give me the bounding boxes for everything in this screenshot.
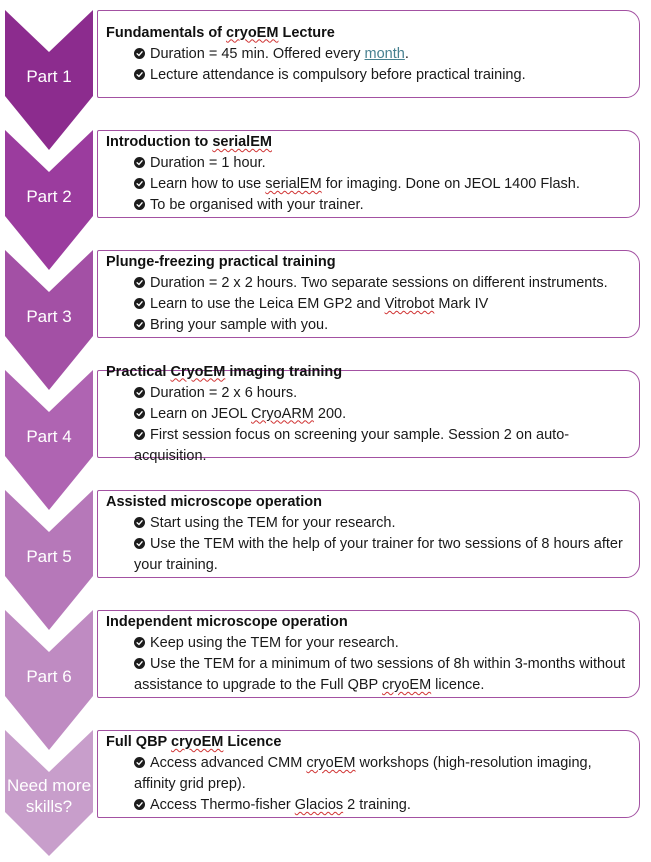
text-segment: Duration = 2 x 6 hours. — [150, 384, 298, 401]
bullet-text — [150, 385, 297, 401]
bullet-item — [134, 174, 629, 195]
step-title — [106, 252, 629, 273]
step-card — [97, 363, 640, 464]
text-segment: Practical — [106, 363, 171, 380]
bullet-text — [150, 317, 328, 333]
text-segment: First session focus on screening your sample. Session 2 on auto-acquisition. — [134, 426, 570, 464]
text-segment: Use the TEM with the help of your trainer for two sessions of 8 hours after your training. — [134, 536, 623, 573]
bullet-item — [134, 404, 629, 425]
check-circle-icon — [134, 799, 145, 810]
part-label: Part 6 — [26, 666, 72, 686]
text-segment: licence. — [431, 677, 485, 693]
step-card — [97, 490, 640, 578]
text-segment: workshops (high-resolution imaging, affinity grid prep). — [134, 755, 592, 792]
check-circle-icon — [134, 637, 145, 648]
text-segment: Lecture attendance is compulsory before practical training. — [150, 66, 526, 83]
step-title — [106, 362, 629, 383]
text-segment: Learn how to use — [150, 176, 266, 192]
bullet-item — [134, 383, 629, 404]
check-circle-icon — [134, 517, 145, 528]
text-segment: Duration = 2 x 2 hours. Two separate sessions on different instruments. — [150, 275, 608, 291]
text-segment: Licence — [223, 734, 282, 750]
step-card — [97, 250, 640, 338]
step-title — [106, 732, 629, 753]
bullet-item — [134, 753, 629, 795]
check-circle-icon — [134, 429, 145, 440]
text-segment: Full QBP — [106, 734, 171, 750]
bullet-item — [134, 513, 629, 534]
check-circle-icon — [134, 178, 145, 189]
bullet-item — [134, 633, 629, 654]
bullet-text — [134, 427, 569, 464]
bullet-text — [150, 67, 526, 83]
text-segment: Access advanced CMM — [150, 755, 307, 771]
step-card — [97, 610, 640, 698]
part-label: Need more skills? — [6, 776, 92, 816]
part-label: Part 4 — [26, 426, 72, 446]
bullet-text — [150, 406, 346, 422]
step-title — [106, 23, 629, 44]
text-segment: . — [404, 45, 409, 62]
bullet-text — [150, 635, 399, 651]
bullet-text — [150, 275, 608, 291]
bullet-item — [134, 315, 629, 336]
text-segment: Bring your sample with you. — [150, 317, 329, 333]
part-label: Part 2 — [26, 186, 72, 206]
check-circle-icon — [134, 298, 145, 309]
step-card — [97, 130, 640, 218]
bullet-text — [150, 176, 580, 192]
text-segment: Learn to use the Leica EM GP2 and — [150, 296, 385, 312]
misspelled-word: Glacios — [294, 797, 344, 813]
text-segment: Access Thermo-fisher — [150, 797, 295, 813]
bullet-text — [150, 197, 364, 213]
check-circle-icon — [134, 757, 145, 768]
part-label: Part 1 — [26, 66, 72, 86]
step-title — [106, 132, 629, 153]
bullet-text — [150, 155, 266, 171]
text-segment: imaging training — [225, 363, 343, 380]
check-circle-icon — [134, 387, 145, 398]
misspelled-word: serialEM — [265, 176, 322, 192]
text-segment: 200. — [313, 405, 347, 422]
bullet-text — [134, 536, 623, 573]
text-segment: Assisted microscope operation — [106, 494, 322, 510]
part-label: Part 5 — [26, 546, 72, 566]
misspelled-word: cryoEM — [171, 734, 224, 750]
bullet-text — [150, 797, 411, 813]
bullet-item — [134, 654, 629, 696]
misspelled-word: cryoEM — [306, 755, 356, 771]
part-label: Part 3 — [26, 306, 72, 326]
check-circle-icon — [134, 658, 145, 669]
text-segment: Plunge-freezing practical training — [106, 254, 336, 270]
check-circle-icon — [134, 199, 145, 210]
text-segment: Mark IV — [434, 296, 489, 312]
bullet-item — [134, 534, 629, 576]
check-circle-icon — [134, 538, 145, 549]
check-circle-icon — [134, 69, 145, 80]
misspelled-word: CryoARM — [251, 405, 314, 422]
bullet-text — [150, 46, 409, 62]
step-card — [97, 730, 640, 818]
bullet-item — [134, 795, 629, 816]
bullet-item — [134, 273, 629, 294]
bullet-item — [134, 44, 629, 65]
misspelled-word: cryoEM — [226, 24, 279, 41]
check-circle-icon — [134, 48, 145, 59]
month-link[interactable]: month — [364, 45, 405, 62]
check-circle-icon — [134, 157, 145, 168]
misspelled-word: CryoEM — [170, 363, 226, 380]
step-card — [97, 10, 640, 98]
bullet-item — [134, 294, 629, 315]
misspelled-word: serialEM — [212, 134, 272, 150]
text-segment: To be organised with your trainer. — [150, 197, 364, 213]
text-segment: for imaging. Done on JEOL 1400 Flash. — [321, 176, 580, 192]
text-segment: Duration = 45 min. Offered every — [150, 45, 365, 62]
step-title — [106, 612, 629, 633]
text-segment: Duration = 1 hour. — [150, 155, 266, 171]
misspelled-word: Vitrobot — [384, 296, 435, 312]
text-segment: Use the TEM for a minimum of two sessions of 8h within 3-months without assistance to upgrade to the Full QBP — [134, 656, 626, 693]
text-segment: Learn on JEOL — [150, 405, 252, 422]
text-segment: 2 training. — [343, 797, 411, 813]
misspelled-word: cryoEM — [382, 677, 432, 693]
bullet-text — [150, 296, 488, 312]
text-segment: Keep using the TEM for your research. — [150, 635, 399, 651]
bullet-item — [134, 65, 629, 86]
bullet-text — [150, 515, 396, 531]
text-segment: Lecture — [278, 24, 335, 41]
text-segment: Introduction to — [106, 134, 213, 150]
text-segment: Fundamentals of — [106, 24, 227, 41]
text-segment: Start using the TEM for your research. — [150, 515, 396, 531]
bullet-item — [134, 195, 629, 216]
check-circle-icon — [134, 319, 145, 330]
bullet-item — [134, 425, 629, 467]
check-circle-icon — [134, 408, 145, 419]
bullet-text — [134, 755, 592, 792]
text-segment: Independent microscope operation — [106, 614, 348, 630]
step-title — [106, 492, 629, 513]
bullet-text — [134, 656, 625, 693]
check-circle-icon — [134, 277, 145, 288]
bullet-item — [134, 153, 629, 174]
